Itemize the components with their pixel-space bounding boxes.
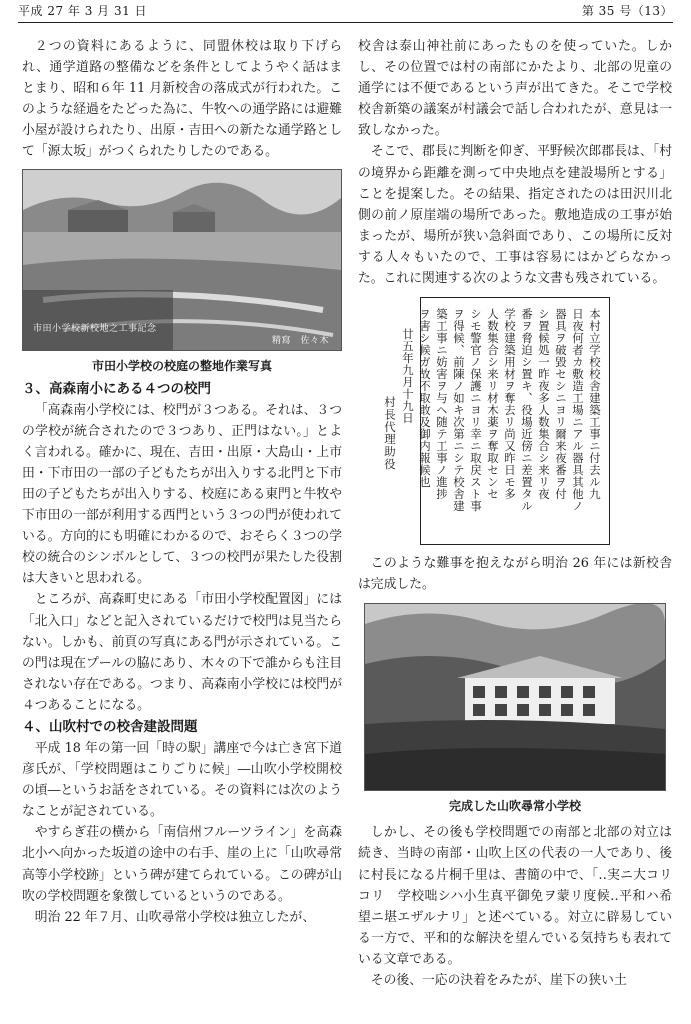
document-date: 廿五年九月十九日 (401, 328, 415, 425)
right-paragraph-1: 校舎は泰山神社前にあったものを使っていた。しかし、その位置では村の南部にかたより、北部の児童の通学には不便であるという声が出てきた。そこで学校校舎新築の議案が村議会で話し合われたが、意見は一致しなかった。 (358, 39, 672, 139)
photo-caption-school: 完成した山吹尋常小学校 (448, 799, 581, 814)
left-column (22, 36, 342, 928)
right-paragraph-3: このような難事を抱えながら明治 26 年には新校舎は完成した。 (358, 556, 672, 593)
document-line: シモ警官ノ保護ニヨリ幸ニ取戻スト事 (469, 308, 483, 513)
right-paragraph-2: そこで、郡長に判断を仰ぎ、平野候次郎郡長は、「村の境界から距離を測って中央地点を建設場所とする」ことを提案した。その結果、指定されたのは田沢川北側の前ノ原崖端の場所であった。敷地造成の工事が始まったが、場所が狭い急斜面であり、この場所に反対する人々もいたので、工事は容易にはかどらなかった。これに関連する次のような文書も残されている。 (358, 144, 672, 287)
photo-yamabuki-school (364, 603, 666, 791)
left-paragraph-6: 明治 22 年７月、山吹尋常小学校は独立したが、 (34, 909, 316, 925)
photo-yamabuki-school-image (365, 604, 665, 790)
left-paragraph-3: ところが、高森町史にある「市田小学校配置図」には「北入口」などと記入されているだけで校門は見当たらない。しかも、前頁の写真にある門が示されている。この門は現在プールの脇にあり、木々の下で誰からも注目されない存在である。つまり、高森南小学校には校門が４つあることになる。 (22, 592, 342, 713)
page-header (18, 0, 673, 23)
left-paragraph-2: 「高森南小学校には、校門が３つある。それは、３つの学校が統合されたので３つあり、正門はない。」とよく言われる。確かに、現在、吉田・出原・大島山・上市田・下市田の一部の子どもたちが出入りする北門と下市田の子どもたちが出入りする、校庭にある東門と牛牧や下市田の一部が利用する西門という３つの門が使われている。方向的にも明確にわかるので、おそらく３つの学校の統合のシンボルとして、３つの校門が果たした役割は大きいと思われる。 (22, 402, 342, 587)
photo-grounds-leveling (22, 169, 342, 351)
historical-document-box (383, 297, 610, 545)
document-line: ヲ害シ候ガ故不取敢及御内報候也 (418, 308, 432, 489)
left-paragraph-4: 平成 18 年の第一回「時の駅」講座で今は亡き宮下道彦氏が、「学校問題はこりごりに候」―山吹小学校開校の頃―というお話をされている。その資料には次のようなことが記されている。 (22, 740, 342, 820)
document-line: シ置候処一昨夜多人数集合シ来リ夜 (537, 308, 551, 501)
document-line: 学校建築用材ヲ奪去リ尚又昨日モ多 (503, 308, 517, 501)
right-paragraph-5: その後、一応の決着をみたが、崖下の狭い土 (370, 972, 627, 988)
document-line: 築工事ニ妨害ヲ与ヘ随テ工事ノ進捗 (435, 308, 449, 501)
section-heading-3: ３、高森南小にある４つの校門 (22, 380, 211, 397)
document-line: 本村立学校校舎建築工事ニ付去ル九 (588, 308, 602, 501)
document-signer: 村長代理助役 (383, 396, 397, 471)
document-line: 番ヲ脅迫シ置キ、役場近傍ニ差置タル (520, 308, 534, 513)
photo-overlay-inscription: 市田小学校新校地之工事記念 (33, 323, 157, 334)
photo-overlay-photographer: 精寫 佐々木 (271, 335, 329, 346)
left-paragraph-1: ２つの資料にあるように、同盟休校は取り下げられ、通学道路の整備などを条件としてようやく話はまとまり、昭和６年 11 月新校舎の落成式が行われた。このような経過をたどった為に、牛牧への通学路には避難小屋が設けられたり、出原・吉田への新たな通学路として「源太坂」がつくられたりしたのである。 (22, 39, 342, 160)
document-line: ヲ得候、前陳ノ如キ次第ニシテ校舎建 (452, 308, 466, 513)
document-line: 日夜何者カ敷造工場ニアル器具其他ノ (571, 308, 585, 513)
right-column (358, 36, 672, 991)
header-issue-number: 第 35 号（13） (581, 4, 673, 18)
document-line: 器具ヲ破毀セシニヨリ爾来夜番ヲ付 (554, 308, 568, 501)
header-date: 平成 27 年 3 月 31 日 (18, 4, 148, 18)
left-paragraph-5: やすらぎ荘の横から「南信州フルーツライン」を高森北小へ向かった坂道の途中の右手、崖の上に「山吹尋常高等小学校跡」という碑が建てられている。この碑が山吹の学校問題を象徴しているというのである。 (22, 825, 342, 904)
section-heading-4: ４、山吹村での校舎建設問題 (22, 718, 198, 735)
right-paragraph-4: しかし、その後も学校問題での南部と北部の対立は続き、当時の南部・山吹上区の代表の一人であり、後に村長になる片桐千里は、書簡の中で、「‥実ニ大コリコリ 学校咄シハ小生真平御免ヲ蒙リ度候‥平和ハ希望ニ堪エザルナリ」と述べている。対立に辟易している一方で、平和的な解決を望んでいる気持ちも表れている文章である。 (358, 825, 672, 967)
photo-caption-grounds: 市田小学校の校庭の整地作業写真 (91, 358, 272, 373)
document-line: 人数集合シ来リ材木薬ヲ奪取センセ (486, 308, 500, 501)
